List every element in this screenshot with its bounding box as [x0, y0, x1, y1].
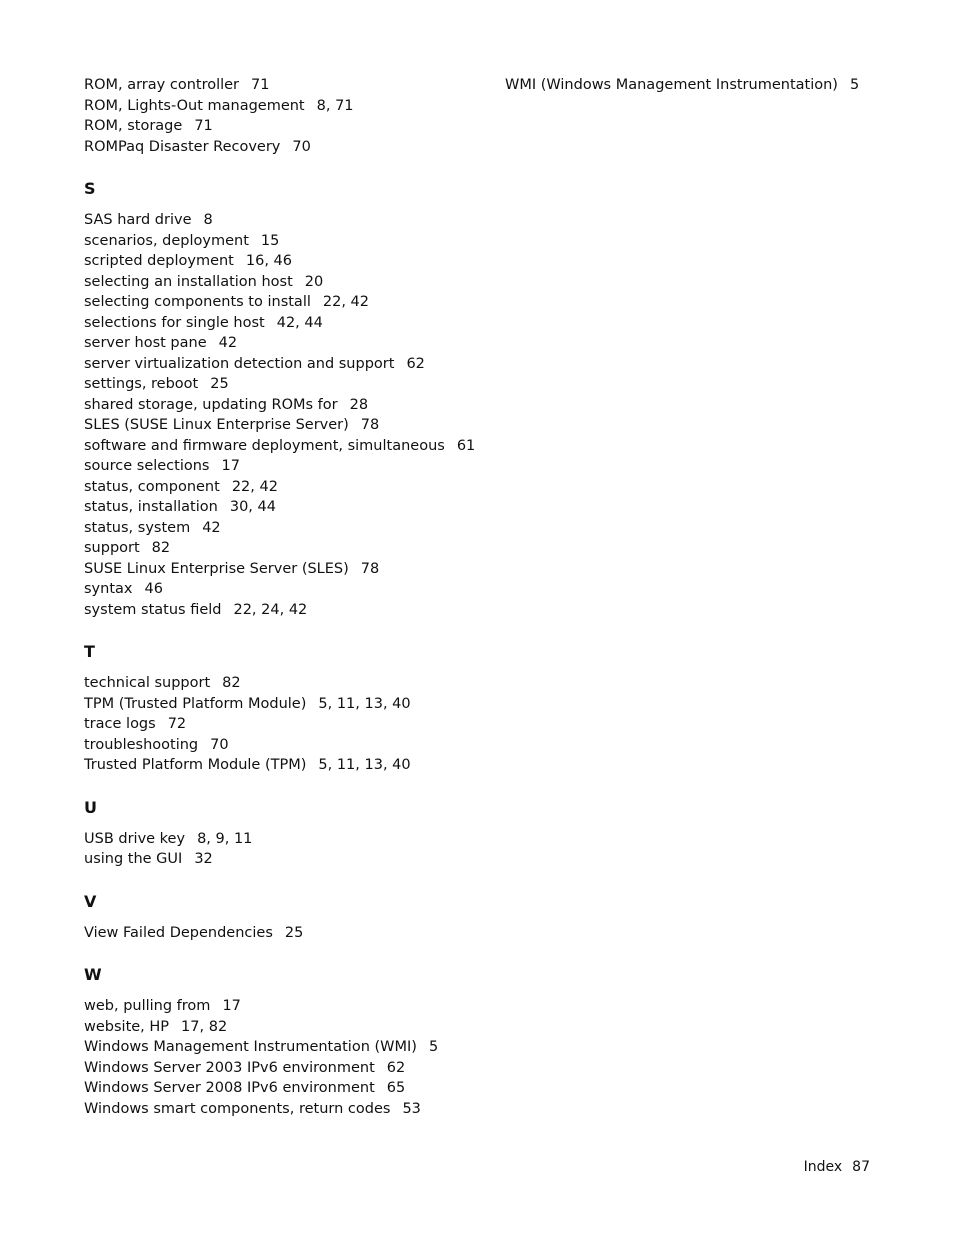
index-entry: [84, 272, 484, 293]
index-pages: 46: [144, 581, 163, 597]
index-entry: [84, 518, 484, 539]
index-pages: 5, 11, 13, 40: [318, 757, 411, 773]
index-section-v: [84, 892, 484, 944]
index-pages: 22, 42: [231, 478, 278, 495]
index-term: using the GUI: [84, 851, 183, 867]
footer-page-number: 87: [852, 1159, 870, 1175]
index-pages: 8, 71: [316, 97, 354, 114]
index-term: website, HP: [84, 1018, 170, 1035]
index-term: troubleshooting: [84, 736, 199, 753]
index-term: TPM (Trusted Platform Module): [84, 695, 307, 712]
index-pages: 62: [386, 1059, 406, 1076]
index-term: SUSE Linux Enterprise Server (SLES): [84, 560, 349, 577]
index-term: software and firmware deployment, simultaneous: [84, 437, 445, 454]
index-term: web, pulling from: [84, 998, 211, 1014]
index-entry: [505, 75, 925, 96]
index-entry: [84, 374, 484, 395]
index-section-w: [84, 965, 484, 1119]
index-pages: 17: [222, 998, 241, 1014]
index-section-s: [84, 179, 484, 620]
index-term: selections for single host: [84, 314, 265, 331]
index-pages: 5, 11, 13, 40: [318, 695, 411, 712]
index-term: server host pane: [84, 335, 207, 351]
index-pages: 16, 46: [245, 253, 292, 269]
index-pages: 5: [428, 1039, 439, 1055]
index-pages: 53: [402, 1100, 421, 1117]
index-entry: [84, 210, 484, 231]
index-term: ROM, storage: [84, 118, 183, 134]
index-section-u: [84, 798, 484, 870]
index-pages: 42: [218, 335, 238, 351]
index-pages: 5: [849, 77, 860, 93]
index-term: selecting an installation host: [84, 273, 293, 290]
index-pages: 30, 44: [229, 499, 276, 515]
index-term: ROM, array controller: [84, 77, 240, 93]
index-entry: [84, 137, 484, 158]
index-entry: [84, 579, 484, 600]
index-entry: [84, 1058, 484, 1079]
index-term: source selections: [84, 458, 210, 474]
index-pages: 78: [360, 417, 380, 433]
index-pages: 8, 9, 11: [197, 830, 253, 847]
index-entry: [84, 313, 484, 334]
index-term: SLES (SUSE Linux Enterprise Server): [84, 417, 349, 433]
continued-entries: [84, 75, 484, 157]
index-pages: 71: [251, 77, 270, 93]
index-entry: [84, 75, 484, 96]
index-pages: 20: [304, 273, 324, 290]
index-right-column: [505, 75, 925, 96]
index-section-t: [84, 642, 484, 776]
index-entry: [84, 829, 484, 850]
index-pages: 82: [222, 675, 241, 691]
index-pages: 22, 24, 42: [233, 601, 308, 618]
index-pages: 70: [292, 138, 311, 155]
index-entry: [84, 292, 484, 313]
index-term: Windows Server 2003 IPv6 environment: [84, 1059, 375, 1076]
index-entry: [84, 395, 484, 416]
footer-section-label: Index: [803, 1159, 843, 1175]
index-pages: 72: [167, 716, 187, 732]
index-entry: [84, 735, 484, 756]
index-pages: 8: [203, 212, 213, 228]
index-term: support: [84, 540, 140, 556]
index-term: scenarios, deployment: [84, 232, 249, 249]
section-letter-heading: W: [84, 965, 102, 984]
index-pages: 42, 44: [276, 314, 323, 331]
index-entry: [84, 538, 484, 559]
section-letter-heading: V: [84, 891, 97, 911]
index-term: ROM, Lights-Out management: [84, 97, 305, 114]
index-pages: 15: [260, 232, 280, 249]
index-entry: [84, 116, 484, 137]
index-term: selecting components to install: [84, 294, 311, 310]
index-pages: 61: [456, 437, 476, 454]
index-entry: [84, 1017, 484, 1038]
section-letter-heading: T: [84, 642, 95, 661]
index-entry: [84, 559, 484, 580]
index-entry: [84, 415, 484, 436]
index-term: status, installation: [84, 499, 218, 515]
section-letter-heading: S: [84, 179, 96, 198]
index-term: SAS hard drive: [84, 212, 192, 228]
index-term: View Failed Dependencies: [84, 924, 273, 941]
index-term: status, component: [84, 478, 220, 495]
index-term: status, system: [84, 519, 191, 536]
index-entry: [84, 1078, 484, 1099]
index-term: trace logs: [84, 716, 156, 732]
index-entry: [84, 923, 484, 944]
index-entry: [84, 231, 484, 252]
index-term: shared storage, updating ROMs for: [84, 396, 338, 413]
index-pages: 65: [386, 1080, 406, 1096]
index-entry: [84, 354, 484, 375]
index-pages: 25: [284, 924, 304, 941]
index-entry: [84, 849, 484, 870]
index-term: ROMPaq Disaster Recovery: [84, 138, 281, 155]
index-term: scripted deployment: [84, 253, 234, 269]
index-left-column: [84, 75, 484, 1119]
index-pages: 28: [349, 396, 369, 413]
index-term: technical support: [84, 675, 211, 691]
index-pages: 82: [151, 540, 171, 556]
index-pages: 32: [194, 851, 213, 867]
index-term: Windows smart components, return codes: [84, 1100, 391, 1117]
index-entry: [84, 333, 484, 354]
index-term: Windows Management Instrumentation (WMI): [84, 1039, 417, 1055]
index-entry: [84, 251, 484, 272]
index-term: WMI (Windows Management Instrumentation): [505, 77, 838, 93]
index-entry: [84, 755, 484, 776]
index-entry: [84, 477, 484, 498]
section-letter-heading: U: [84, 797, 97, 817]
index-pages: 42: [202, 519, 221, 536]
index-term: Windows Server 2008 IPv6 environment: [84, 1080, 375, 1096]
index-term: system status field: [84, 601, 222, 618]
page-footer: [804, 1157, 870, 1177]
index-entry: [84, 673, 484, 694]
index-pages: 25: [210, 376, 229, 392]
index-entry: [84, 96, 484, 117]
index-pages: 78: [360, 560, 380, 577]
index-term: Trusted Platform Module (TPM): [84, 757, 307, 773]
index-entry: [84, 497, 484, 518]
index-pages: 17: [221, 458, 240, 474]
index-term: settings, reboot: [84, 376, 199, 392]
index-pages: 22, 42: [322, 294, 369, 310]
index-term: server virtualization detection and support: [84, 355, 395, 372]
index-pages: 62: [406, 355, 425, 372]
index-entry: [84, 996, 484, 1017]
index-entry: [84, 456, 484, 477]
index-entry: [84, 1099, 484, 1120]
index-term: syntax: [84, 581, 133, 597]
index-pages: 71: [194, 118, 213, 134]
index-entry: [84, 436, 484, 457]
index-entry: [84, 600, 484, 621]
index-pages: 17, 82: [181, 1018, 228, 1035]
index-entry: [84, 714, 484, 735]
index-term: USB drive key: [84, 830, 186, 847]
index-pages: 70: [210, 736, 229, 753]
index-entry: [84, 694, 484, 715]
index-entry: [84, 1037, 484, 1058]
